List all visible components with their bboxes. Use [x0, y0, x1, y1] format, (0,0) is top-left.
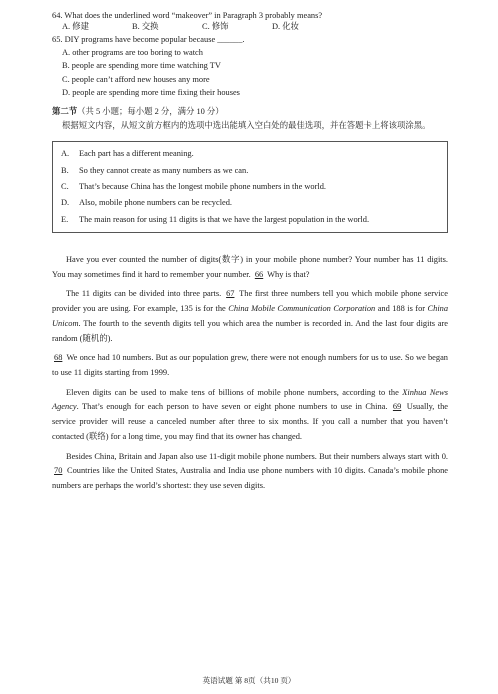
question-65-stem: 65. DIY programs have become popular because ______. — [52, 34, 245, 44]
blank-70: 70 — [54, 466, 63, 476]
section-heading — [52, 106, 448, 117]
company-name: China Unicom — [52, 304, 449, 328]
paragraph-1: Have you ever counted the number of digits(数字) in your mobile phone number? Your number has 11 digits. You may sometimes find it hard to remember your number. 66 Why is that? — [52, 255, 448, 279]
page-footer: 英语试题 第 8页（共10 页） — [202, 676, 296, 685]
choice-d: D. Also, mobile phone numbers can be recycled. — [61, 198, 233, 208]
section-scoring-note: （共 5 小题；每小题 2 分，满分 10 分） — [77, 107, 224, 117]
blank-67: 67 — [226, 289, 235, 299]
option-c: C. people can’t afford new houses any more — [62, 74, 210, 84]
option-a: A. 修建 — [62, 22, 89, 32]
option-b: B. 交换 — [132, 22, 159, 32]
option-d: D. people are spending more time fixing their houses — [62, 88, 240, 98]
question-64-stem: 64. What does the underlined word “makeover” in Paragraph 3 probably means? — [52, 11, 323, 20]
passage — [52, 253, 448, 494]
choice-a: A. Each part has a different meaning. — [61, 149, 194, 159]
exam-page — [52, 10, 448, 499]
choice-e: E. The main reason for using 11 digits is that we have the largest population in the world. — [61, 214, 370, 224]
choice-c: C. That’s because China has the longest mobile phone numbers in the world. — [61, 182, 327, 192]
company-name: China Mobile Communication Corporation — [228, 304, 376, 314]
option-a: A. other programs are too boring to watch — [62, 48, 203, 58]
choice-b: B. So they cannot create as many numbers as we can. — [61, 165, 249, 175]
section-instruction: 根据短文内容，从短文前方框内的选项中选出能填入空白处的最佳选项，并在答题卡上将该项涂黑。 — [62, 120, 431, 130]
blank-68: 68 — [54, 353, 63, 363]
blank-69: 69 — [392, 402, 402, 412]
option-d: D. 化妆 — [272, 22, 299, 32]
agency-name: Xinhua News Agency — [52, 387, 448, 412]
option-c: C. 修饰 — [202, 22, 229, 32]
option-b: B. people are spending more time watching TV — [62, 61, 221, 71]
choices-box — [52, 141, 448, 233]
paragraph-4: Eleven digits can be used to make tens of billions of mobile phone numbers, according to the Xinhua News Agency. That’s enough for each person to have seven or eight phone numbers to use in China. 69 Usually, the service provider will reuse a canceled number after three to six months. If you call a number that you haven’t contacted (联络) for a long time, you may find that its owner has changed. — [52, 387, 449, 441]
paragraph-2: The 11 digits can be divided into three parts. 67 The first three numbers tell you which mobile phone service provider you are using. For example, 135 is for the China Mobile Communication Corporation and 188 is for China Unicom. The fourth to the seventh digits tell you which area the number is recorded in. And the last four digits are random (随机的). — [52, 289, 449, 343]
blank-66: 66 — [254, 269, 264, 279]
section-title: 第二节 — [52, 107, 78, 117]
paragraph-3: 68 We once had 10 numbers. But as our population grew, there were not enough numbers for us to use. So we began to use 11 digits starting from 1999. — [52, 353, 448, 377]
paragraph-5: Besides China, Britain and Japan also use 11-digit mobile phone numbers. But their numbers always start with 0. 70 Countries like the United States, Australia and India use phone numbers with 10 digits. Canada’s mobile phone numbers are perhaps the world’s shortest: they use seven digits. — [52, 451, 448, 490]
question-64-options — [52, 21, 448, 32]
